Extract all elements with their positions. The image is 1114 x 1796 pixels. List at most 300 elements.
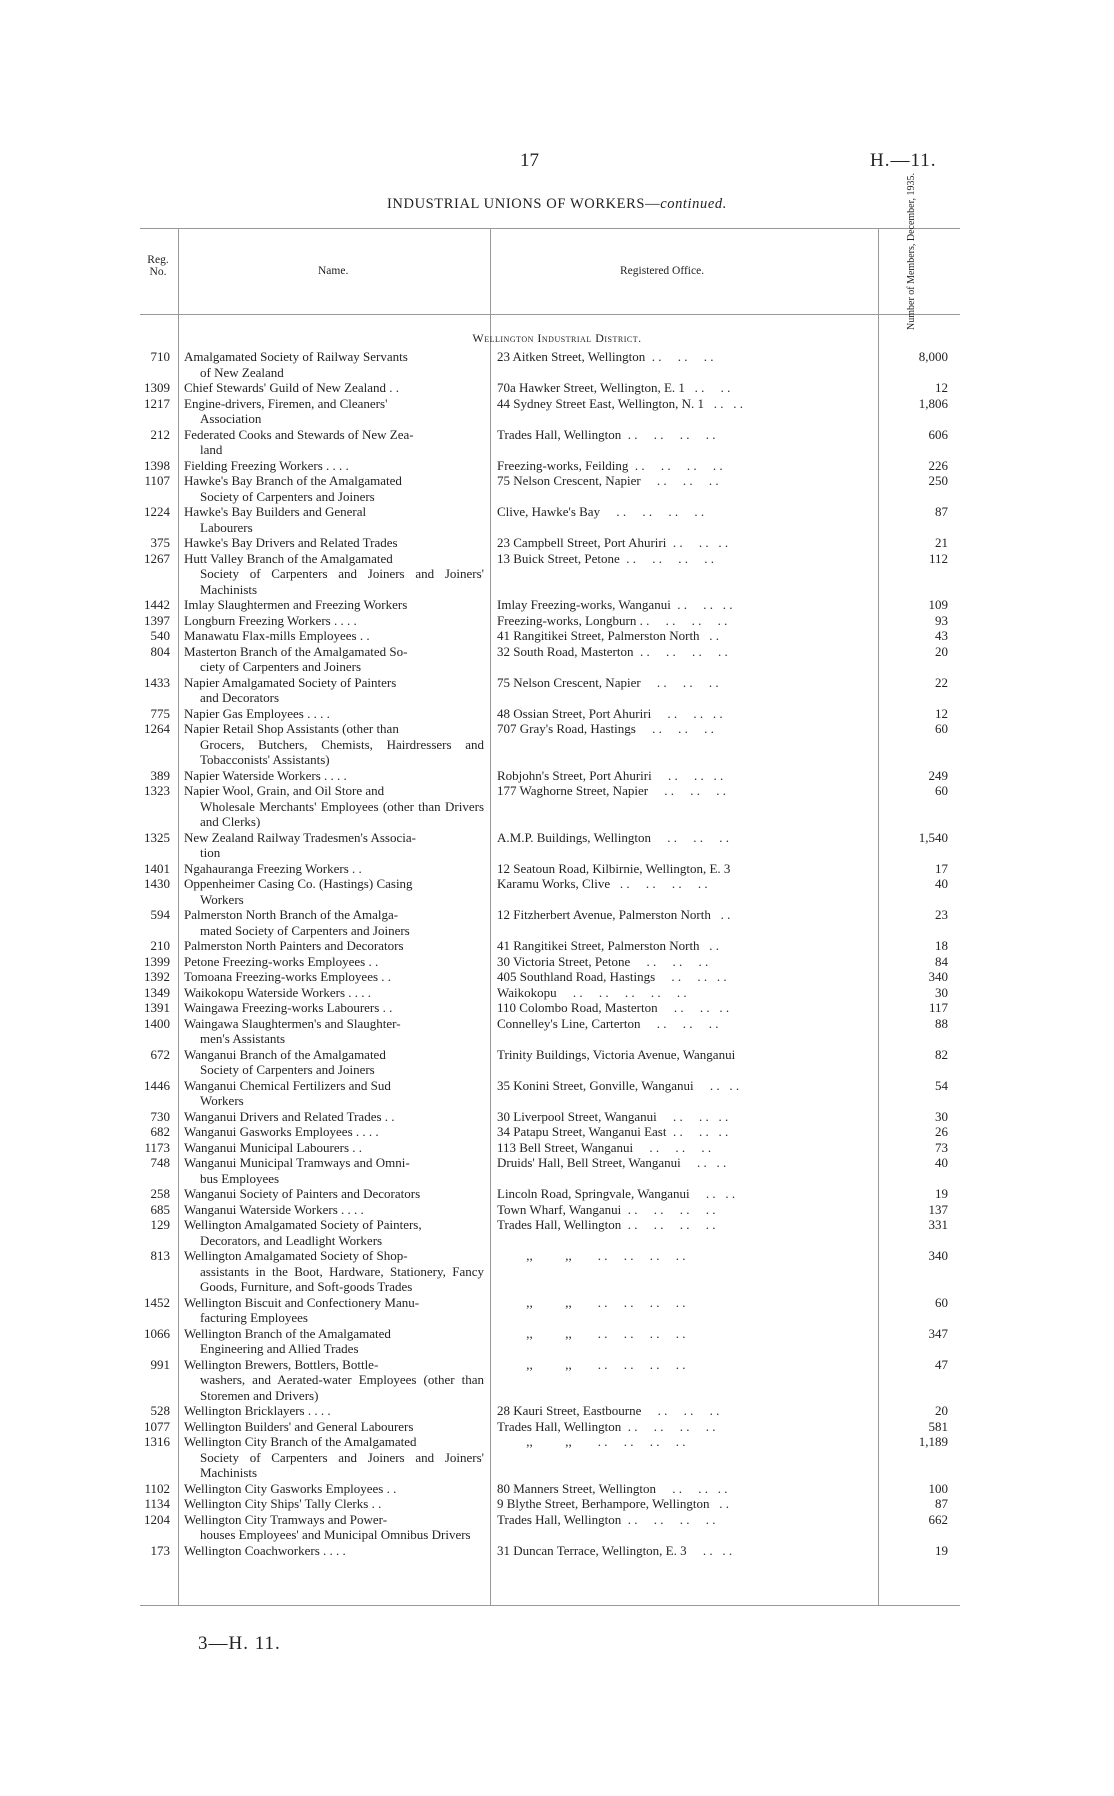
registered-office-cell: Waikokopu . . . . . . . . . . [497, 984, 687, 1000]
union-name-cell [184, 675, 484, 706]
union-name-continuation: land [200, 442, 223, 457]
union-name-line: Petone Freezing-works Employees . . [184, 953, 379, 969]
registered-office-cell: Robjohn's Street, Port Ahuriri . . . . . . [497, 767, 724, 783]
union-name-cell [184, 504, 484, 535]
registered-office-cell: A.M.P. Buildings, Wellington . . . . . . [497, 829, 730, 845]
reg-no-cell: 1401 [144, 860, 170, 876]
members-cell: 73 [935, 1139, 948, 1155]
union-name-cell [184, 1403, 484, 1419]
union-name-cell [184, 1543, 484, 1559]
registered-office-cell: 34 Patapu Street, Wanganui East . . . . . . [497, 1124, 729, 1139]
union-name-line: Chief Stewards' Guild of New Zealand . . [184, 380, 399, 395]
union-name-continuation: and Decorators [200, 690, 280, 705]
members-cell: 117 [928, 1000, 948, 1015]
registered-office-cell: Trades Hall, Wellington . . . . . . . . [497, 1511, 716, 1527]
table-row [0, 1357, 1114, 1404]
members-cell: 12 [935, 380, 948, 395]
table-row [0, 1481, 1114, 1497]
union-name-continuation: Grocers, Butchers, Chemists, Hairdressers and Tobacconists' Assistants) [200, 736, 484, 767]
union-name-line: Longburn Freezing Workers . . . . [184, 612, 357, 628]
union-name-line: Wanganui Drivers and Related Trades . . [184, 1108, 395, 1124]
union-name-cell [184, 473, 484, 504]
union-name-line: Wellington City Gasworks Employees . . [184, 1480, 397, 1496]
members-cell: 20 [935, 643, 948, 659]
union-name-line: Palmerston North Painters and Decorators [184, 938, 404, 953]
registered-office-cell: ,, ,, . . . . . . . . [497, 1294, 686, 1310]
union-name-line: Wellington City Tramways and Power- [184, 1511, 388, 1527]
reg-no-cell: 748 [150, 1155, 170, 1170]
reg-no-cell: 1316 [144, 1434, 170, 1449]
table-row [0, 830, 1114, 861]
union-name-continuation: men's Assistants [200, 1031, 286, 1046]
union-name-cell [184, 985, 484, 1001]
union-name-continuation: Society of Carpenters and Joiners [200, 488, 375, 504]
reg-no-cell: 1398 [144, 457, 170, 473]
table-bottom-rule [140, 1605, 960, 1606]
table-row [0, 628, 1114, 644]
reg-no-cell: 1399 [144, 953, 170, 969]
table-row [0, 783, 1114, 830]
column-header-reg-no: Reg. No. [147, 254, 169, 278]
union-name-line: Wellington Brewers, Bottlers, Bottle- [184, 1356, 379, 1372]
reg-no-cell: 212 [150, 426, 170, 442]
union-name-cell [184, 1419, 484, 1435]
union-name-cell [184, 551, 484, 598]
members-cell: 662 [928, 1511, 948, 1527]
union-name-line: Wanganui Society of Painters and Decorators [184, 1186, 421, 1201]
members-cell: 84 [935, 953, 948, 969]
members-cell: 340 [928, 1248, 948, 1263]
table-row [0, 458, 1114, 474]
table-row [0, 721, 1114, 768]
column-header-name: Name. [318, 265, 349, 277]
union-name-line: Waikokopu Waterside Workers . . . . [184, 984, 372, 1000]
header-bottom-rule [140, 314, 960, 315]
union-name-cell [184, 706, 484, 722]
union-name-cell [184, 380, 484, 396]
registered-office-cell: 9 Blythe Street, Berhampore, Wellington . . [497, 1496, 729, 1511]
union-name-continuation: assistants in the Boot, Hardware, Stationery, Fancy Goods, Furniture, and Soft-goods Trades [200, 1263, 484, 1294]
members-cell: 100 [928, 1480, 948, 1496]
union-name-line: Manawatu Flax-mills Employees . . [184, 628, 370, 643]
union-name-cell [184, 1186, 484, 1202]
union-name-cell [184, 721, 484, 768]
reg-no-cell: 710 [150, 349, 170, 364]
reg-no-cell: 1309 [144, 380, 170, 395]
registered-office-cell: 41 Rangitikei Street, Palmerston North . . [497, 628, 720, 643]
table-row [0, 1000, 1114, 1016]
reg-no-cell: 1349 [144, 984, 170, 1000]
reg-no-cell: 804 [150, 643, 170, 659]
reg-no-cell: 1442 [144, 597, 170, 612]
union-name-continuation: Workers [200, 1093, 244, 1108]
registered-office-cell: 30 Victoria Street, Petone . . . . . . [497, 953, 709, 969]
union-name-cell [184, 1481, 484, 1497]
union-name-line: Napier Wool, Grain, and Oil Store and [184, 783, 385, 798]
union-name-line: Hawke's Bay Branch of the Amalgamated [184, 473, 402, 488]
registered-office-cell: Druids' Hall, Bell Street, Wanganui . . . . [497, 1155, 727, 1170]
table-row [0, 349, 1114, 380]
union-name-cell [184, 1512, 484, 1543]
table-row [0, 1496, 1114, 1512]
union-name-continuation: Wholesale Merchants' Employees (other than Drivers and Clerks) [200, 798, 484, 829]
reg-no-cell: 1066 [144, 1325, 170, 1341]
registered-office-cell: 23 Campbell Street, Port Ahuriri . . . . . . [497, 535, 729, 550]
registered-office-cell: Imlay Freezing-works, Wanganui . . . . . . [497, 597, 733, 612]
reg-no-cell: 1224 [144, 504, 170, 519]
registered-office-cell: Trades Hall, Wellington . . . . . . . . [497, 426, 716, 442]
table-row [0, 1543, 1114, 1559]
union-name-line: Napier Retail Shop Assistants (other than [184, 721, 399, 736]
union-name-line: Wellington City Ships' Tally Clerks . . [184, 1496, 382, 1511]
table-row [0, 1217, 1114, 1248]
union-name-cell [184, 1202, 484, 1218]
members-cell: 249 [928, 767, 948, 783]
reg-no-cell: 1173 [144, 1139, 170, 1155]
reg-no-cell: 1452 [144, 1294, 170, 1310]
members-cell: 17 [935, 860, 948, 876]
table-row [0, 613, 1114, 629]
union-name-cell [184, 1047, 484, 1078]
union-name-line: Wellington Amalgamated Society of Shop- [184, 1248, 408, 1263]
union-name-continuation: mated Society of Carpenters and Joiners [200, 922, 410, 938]
union-name-cell [184, 1078, 484, 1109]
union-name-line: Hawke's Bay Drivers and Related Trades [184, 535, 398, 550]
table-row [0, 551, 1114, 598]
union-name-continuation: Engineering and Allied Trades [200, 1341, 359, 1356]
union-name-cell [184, 768, 484, 784]
union-name-continuation: of New Zealand [200, 364, 284, 380]
union-name-cell [184, 938, 484, 954]
union-name-line: Tomoana Freezing-works Employees . . [184, 969, 392, 984]
reg-no-cell: 1204 [144, 1511, 170, 1527]
union-name-continuation: bus Employees [200, 1170, 280, 1186]
reg-no-cell: 1325 [144, 829, 170, 845]
registered-office-cell: 707 Gray's Road, Hastings . . . . . . [497, 721, 714, 736]
members-cell: 606 [928, 426, 948, 442]
union-name-line: Napier Gas Employees . . . . [184, 705, 330, 721]
union-name-line: Napier Amalgamated Society of Painters [184, 674, 397, 690]
reg-no-cell: 258 [150, 1186, 170, 1201]
table-row [0, 1512, 1114, 1543]
union-name-line: Wanganui Chemical Fertilizers and Sud [184, 1077, 391, 1093]
registered-office-cell: ,, ,, . . . . . . . . [497, 1325, 686, 1341]
registered-office-cell: 75 Nelson Crescent, Napier . . . . . . [497, 473, 719, 488]
table-top-rule [140, 228, 960, 229]
members-cell: 60 [935, 1294, 948, 1310]
reg-no-cell: 775 [150, 705, 170, 721]
title-main: INDUSTRIAL UNIONS OF WORKERS— [387, 196, 661, 212]
table-row [0, 380, 1114, 396]
table-body [0, 349, 1114, 1558]
union-name-line: Ngahauranga Freezing Workers . . [184, 860, 362, 876]
union-name-line: Wellington Biscuit and Confectionery Manu- [184, 1294, 420, 1310]
reg-no-cell: 1134 [144, 1496, 170, 1511]
table-row [0, 427, 1114, 458]
registered-office-cell: ,, ,, . . . . . . . . [497, 1248, 686, 1263]
members-cell: 12 [935, 705, 948, 721]
union-name-line: Wellington Coachworkers . . . . [184, 1542, 346, 1558]
union-name-cell [184, 876, 484, 907]
reg-no-cell: 1102 [144, 1480, 170, 1496]
table-row [0, 535, 1114, 551]
union-name-cell [184, 1434, 484, 1481]
union-name-line: Wellington Bricklayers . . . . [184, 1403, 331, 1418]
members-cell: 43 [935, 628, 948, 643]
table-row [0, 675, 1114, 706]
table-row [0, 1326, 1114, 1357]
union-name-line: Palmerston North Branch of the Amalga- [184, 907, 399, 922]
members-cell: 26 [935, 1124, 948, 1139]
union-name-cell [184, 1155, 484, 1186]
union-name-continuation: Society of Carpenters and Joiners [200, 1062, 375, 1077]
union-name-line: Waingawa Slaughtermen's and Slaughter- [184, 1015, 401, 1031]
column-header-office: Registered Office. [620, 265, 705, 277]
table-row [0, 1078, 1114, 1109]
members-cell: 331 [928, 1217, 948, 1232]
union-name-cell [184, 1140, 484, 1156]
union-name-cell [184, 969, 484, 985]
reg-no-cell: 389 [150, 767, 170, 783]
registered-office-cell: Freezing-works, Longburn . . . . . . . . [497, 612, 728, 628]
union-name-line: Wanganui Municipal Labourers . . [184, 1139, 363, 1155]
union-name-cell [184, 1000, 484, 1016]
union-name-cell [184, 1016, 484, 1047]
table-row [0, 504, 1114, 535]
union-name-line: Napier Waterside Workers . . . . [184, 767, 347, 783]
reg-no-cell: 1323 [144, 783, 170, 798]
registered-office-cell: Trades Hall, Wellington . . . . . . . . [497, 1217, 716, 1232]
registered-office-cell: 41 Rangitikei Street, Palmerston North . . [497, 938, 720, 953]
members-cell: 340 [928, 969, 948, 984]
table-row [0, 1403, 1114, 1419]
registered-office-cell: 23 Aitken Street, Wellington . . . . . . [497, 349, 714, 364]
members-cell: 60 [935, 783, 948, 798]
union-name-continuation: Workers [200, 891, 244, 907]
union-name-cell [184, 628, 484, 644]
registered-office-cell: Trades Hall, Wellington . . . . . . . . [497, 1418, 716, 1434]
table-row [0, 954, 1114, 970]
union-name-line: Oppenheimer Casing Co. (Hastings) Casing [184, 876, 413, 891]
title-italic: continued. [660, 196, 727, 212]
union-name-line: Hawke's Bay Builders and General [184, 504, 367, 519]
members-cell: 18 [935, 938, 948, 953]
reg-no-cell: 813 [150, 1248, 170, 1263]
union-name-continuation: Society of Carpenters and Joiners and Joiners' Machinists [200, 566, 484, 597]
members-cell: 87 [935, 504, 948, 519]
reg-no-cell: 1107 [144, 473, 170, 488]
reg-no-cell: 1400 [144, 1015, 170, 1031]
union-name-line: Wellington City Branch of the Amalgamated [184, 1434, 417, 1449]
reg-no-cell: 210 [150, 938, 170, 953]
registered-office-cell: 13 Buick Street, Petone . . . . . . . . [497, 550, 715, 566]
union-name-cell [184, 597, 484, 613]
members-cell: 82 [935, 1046, 948, 1062]
table-row [0, 985, 1114, 1001]
union-name-cell [184, 535, 484, 551]
registered-office-cell: Town Wharf, Wanganui . . . . . . . . [497, 1201, 716, 1217]
column-header-members [900, 172, 948, 333]
union-name-cell [184, 783, 484, 830]
union-name-line: Imlay Slaughtermen and Freezing Workers [184, 597, 408, 612]
reg-no-cell: 991 [150, 1356, 170, 1372]
registered-office-cell: 80 Manners Street, Wellington . . . . . . [497, 1480, 728, 1496]
registered-office-cell: ,, ,, . . . . . . . . [497, 1434, 686, 1449]
column-header-members-text: Number of Members, December, 1935. [906, 172, 917, 330]
table-row [0, 861, 1114, 877]
members-cell: 19 [935, 1186, 948, 1201]
members-cell: 19 [935, 1542, 948, 1558]
reg-no-cell: 375 [150, 535, 170, 550]
table-row [0, 396, 1114, 427]
members-cell: 20 [935, 1403, 948, 1418]
union-name-cell [184, 1295, 484, 1326]
union-name-continuation: washers, and Aerated-water Employees (other than Storemen and Drivers) [200, 1372, 484, 1403]
registered-office-cell: ,, ,, . . . . . . . . [497, 1356, 686, 1372]
registered-office-cell: 28 Kauri Street, Eastbourne . . . . . . [497, 1403, 720, 1418]
registered-office-cell: 12 Fitzherbert Avenue, Palmerston North . . [497, 907, 731, 922]
members-cell: 93 [935, 612, 948, 628]
page-number: 17 [520, 150, 539, 171]
table-title [0, 196, 1114, 213]
table-row [0, 907, 1114, 938]
table-row [0, 1186, 1114, 1202]
members-cell: 347 [928, 1325, 948, 1341]
union-name-line: Engine-drivers, Firemen, and Cleaners' [184, 395, 388, 411]
table-row [0, 1047, 1114, 1078]
members-cell: 109 [928, 597, 948, 612]
union-name-continuation: Association [200, 411, 262, 426]
members-cell: 250 [928, 473, 948, 488]
registered-office-cell: Karamu Works, Clive . . . . . . . . [497, 876, 708, 891]
members-cell: 1,540 [918, 829, 948, 845]
registered-office-cell: 110 Colombo Road, Masterton . . . . . . [497, 1000, 730, 1015]
document-code: H.—11. [870, 150, 937, 171]
table-row [0, 597, 1114, 613]
table-row [0, 1248, 1114, 1295]
reg-no-cell: 685 [150, 1201, 170, 1217]
members-cell: 87 [935, 1496, 948, 1511]
members-cell: 22 [935, 674, 948, 690]
union-name-continuation: facturing Employees [200, 1310, 308, 1325]
table-row [0, 876, 1114, 907]
union-name-line: Wellington Branch of the Amalgamated [184, 1325, 391, 1341]
members-cell: 54 [935, 1077, 948, 1093]
union-name-cell [184, 830, 484, 861]
union-name-continuation: houses Employees' and Municipal Omnibus Drivers [200, 1527, 471, 1542]
union-name-cell [184, 1217, 484, 1248]
table-row [0, 1155, 1114, 1186]
table-row [0, 1202, 1114, 1218]
union-name-line: Wanganui Municipal Tramways and Omni- [184, 1155, 410, 1170]
union-name-cell [184, 954, 484, 970]
table-row [0, 473, 1114, 504]
footer-signature: 3—H. 11. [198, 1633, 281, 1654]
registered-office-cell: 75 Nelson Crescent, Napier . . . . . . [497, 674, 719, 690]
union-name-cell [184, 1124, 484, 1140]
reg-no-cell: 1433 [144, 674, 170, 690]
members-cell: 30 [935, 1108, 948, 1124]
reg-no-cell: 1077 [144, 1418, 170, 1434]
table-row [0, 706, 1114, 722]
table-row [0, 1016, 1114, 1047]
members-cell: 23 [935, 907, 948, 922]
reg-no-cell: 682 [150, 1124, 170, 1139]
reg-no-cell: 1267 [144, 550, 170, 566]
union-name-line: Wanganui Gasworks Employees . . . . [184, 1124, 379, 1139]
union-name-cell [184, 349, 484, 380]
district-heading: Wellington Industrial District. [472, 331, 642, 345]
members-cell: 1,806 [918, 395, 948, 411]
union-name-line: Wellington Amalgamated Society of Painters, [184, 1217, 422, 1232]
members-cell: 40 [935, 1155, 948, 1170]
union-name-continuation: tion [200, 845, 221, 860]
registered-office-cell: 48 Ossian Street, Port Ahuriri . . . . . . [497, 705, 723, 721]
registered-office-cell: 30 Liverpool Street, Wanganui . . . . . . [497, 1108, 729, 1124]
union-name-continuation: Decorators, and Leadlight Workers [200, 1232, 383, 1248]
union-name-cell [184, 1248, 484, 1295]
union-name-line: Waingawa Freezing-works Labourers . . [184, 1000, 393, 1015]
members-cell: 1,189 [918, 1434, 948, 1449]
reg-no-cell: 1397 [144, 612, 170, 628]
union-name-cell [184, 458, 484, 474]
union-name-line: Masterton Branch of the Amalgamated So- [184, 643, 408, 659]
union-name-cell [184, 1357, 484, 1404]
registered-office-cell: Clive, Hawke's Bay . . . . . . . . [497, 504, 705, 519]
table-row [0, 1295, 1114, 1326]
union-name-continuation: ciety of Carpenters and Joiners [200, 659, 362, 674]
reg-no-cell: 1446 [144, 1077, 170, 1093]
members-cell: 137 [928, 1201, 948, 1217]
union-name-line: Wanganui Branch of the Amalgamated [184, 1046, 386, 1062]
members-cell: 112 [928, 550, 948, 566]
registered-office-cell: 70a Hawker Street, Wellington, E. 1 . . . . [497, 380, 731, 395]
reg-no-cell: 730 [150, 1108, 170, 1124]
registered-office-cell: 177 Waghorne Street, Napier . . . . . . [497, 783, 727, 798]
table-row [0, 768, 1114, 784]
reg-no-cell: 1217 [144, 395, 170, 411]
union-name-cell [184, 644, 484, 675]
reg-no-cell: 540 [150, 628, 170, 643]
members-cell: 21 [935, 535, 948, 550]
union-name-cell [184, 907, 484, 938]
registered-office-cell: 12 Seatoun Road, Kilbirnie, Wellington, E. 3 [497, 860, 731, 876]
reg-no-cell: 1391 [144, 1000, 170, 1015]
members-cell: 30 [935, 984, 948, 1000]
union-name-line: Wanganui Waterside Workers . . . . [184, 1201, 364, 1217]
union-name-cell [184, 396, 484, 427]
registered-office-cell: 44 Sydney Street East, Wellington, N. 1 . . . . [497, 395, 744, 411]
union-name-line: Fielding Freezing Workers . . . . [184, 457, 349, 473]
members-cell: 60 [935, 721, 948, 736]
registered-office-cell: 113 Bell Street, Wanganui . . . . . . [497, 1139, 712, 1155]
table-row [0, 1434, 1114, 1481]
table-row [0, 969, 1114, 985]
reg-no-cell: 672 [150, 1046, 170, 1062]
union-name-line: Hutt Valley Branch of the Amalgamated [184, 550, 393, 566]
registered-office-cell: Connelley's Line, Carterton . . . . . . [497, 1015, 719, 1031]
registered-office-cell: 31 Duncan Terrace, Wellington, E. 3 . . . . [497, 1542, 733, 1558]
union-name-cell [184, 613, 484, 629]
union-name-cell [184, 427, 484, 458]
reg-no-cell: 1264 [144, 721, 170, 736]
union-name-line: Wellington Builders' and General Labourers [184, 1418, 414, 1434]
union-name-cell [184, 1496, 484, 1512]
union-name-cell [184, 1109, 484, 1125]
reg-no-cell: 594 [150, 907, 170, 922]
registered-office-cell: Lincoln Road, Springvale, Wanganui . . . . [497, 1186, 736, 1201]
reg-no-cell: 173 [150, 1542, 170, 1558]
